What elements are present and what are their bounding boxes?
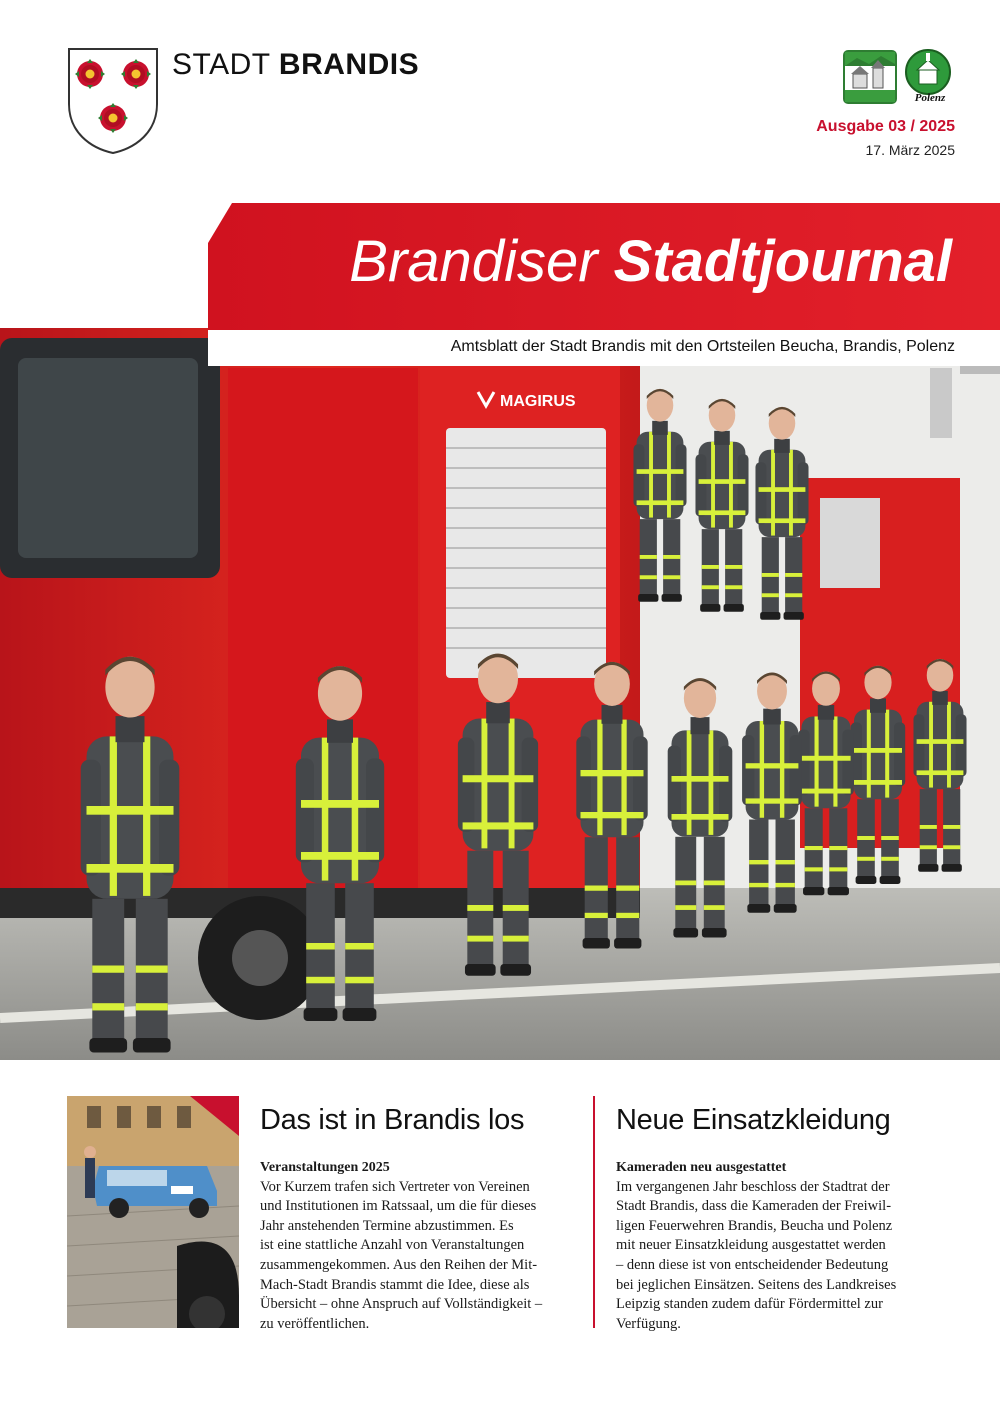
polenz-logo-text: Polenz — [914, 92, 946, 104]
journal-title-light: Brandiser — [349, 229, 598, 294]
article-1-subheading: Veranstaltungen 2025 — [260, 1160, 390, 1175]
issue-info — [816, 118, 955, 158]
thumbnail-corner-accent-icon — [190, 1096, 239, 1136]
cover-photo — [0, 328, 1000, 1060]
article-1-title: Das ist in Brandis los — [260, 1104, 525, 1136]
article-2-line: mit neuer Einsatzkleidung ausgestattet werden — [616, 1237, 886, 1254]
column-divider — [593, 1096, 595, 1328]
issue-number: Ausgabe 03 / 2025 — [816, 118, 955, 135]
article-1-text — [260, 1158, 580, 1334]
article-2-line: ligen Feuerwehren Brandis, Beucha und Polenz — [616, 1217, 893, 1234]
beucha-logo-icon — [843, 50, 897, 104]
firefighters-photo-illustration — [0, 328, 1000, 1060]
article-1-line: zusammengekommen. Aus den Reihen der Mit- — [260, 1256, 538, 1273]
article-2-line: Leipzig standen zudem dafür Fördermittel zur — [616, 1296, 883, 1313]
journal-subtitle: Amtsblatt der Stadt Brandis mit den Ortsteilen Beucha, Brandis, Polenz — [450, 338, 955, 355]
article-2-text — [616, 1158, 946, 1334]
article-1-line: Übersicht – ohne Anspruch auf Vollständigkeit – — [260, 1296, 543, 1313]
article-2-subheading: Kameraden neu ausgestattet — [616, 1160, 787, 1175]
article-1-line: ist eine stattliche Anzahl von Veranstaltungen — [260, 1237, 525, 1254]
article-2-title: Neue Einsatzkleidung — [616, 1104, 891, 1136]
coat-of-arms-icon — [66, 46, 160, 156]
article-1-line: Jahr anstehenden Termine abzustimmen. Es — [260, 1217, 514, 1234]
city-prefix: STADT — [172, 48, 271, 81]
city-name-bold: BRANDIS — [278, 48, 420, 81]
journal-title — [349, 228, 952, 295]
journal-title-bold: Stadtjournal — [613, 229, 952, 294]
article-1-line: zu veröffentlichen. — [260, 1315, 370, 1332]
truck-brand-text: MAGIRUS — [500, 393, 576, 410]
article-1-line: Mach-Stadt Brandis stammt die Idee, diese als — [260, 1276, 530, 1293]
article-2-line: Stadt Brandis, dass die Kameraden der Freiwil- — [616, 1198, 892, 1215]
city-name — [172, 48, 419, 82]
article-2-line: Verfügung. — [616, 1315, 681, 1332]
article-2-line: – denn diese ist von entscheidender Bedeutung — [616, 1256, 889, 1273]
polenz-logo-icon — [903, 48, 957, 104]
issue-date: 17. März 2025 — [865, 142, 955, 158]
article-1-line: und Institutionen im Ratssaal, um die für dieses — [260, 1198, 537, 1215]
article-2-line: bei jeglichen Einsätzen. Seitens des Landkreises — [616, 1276, 897, 1293]
article-2-line: Im vergangenen Jahr beschloss der Stadtrat der — [616, 1178, 890, 1195]
article-1-line: Vor Kurzem trafen sich Vertreter von Vereinen — [260, 1178, 530, 1195]
